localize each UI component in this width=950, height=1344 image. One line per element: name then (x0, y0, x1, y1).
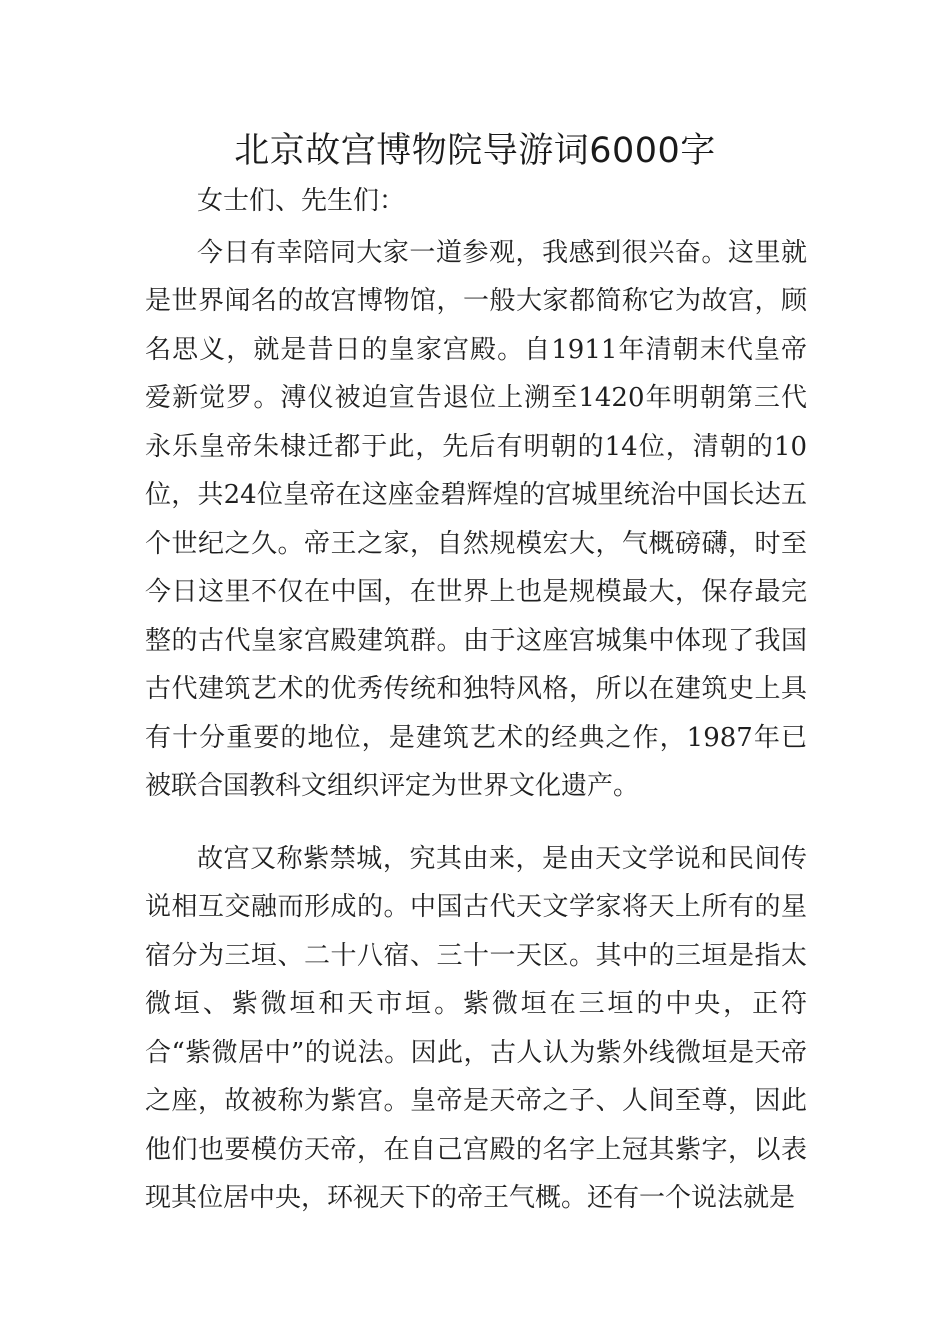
document-title: 北京故宫博物院导游词6000字 (234, 131, 716, 171)
paragraph-2: 故宫又称紫禁城，究其由来，是由天文学说和民间传说相互交融而形成的。中国古代天文学家将天上所有的星宿分为三垣、二十八宿、三十一天区。其中的三垣是指太微垣、紫微垣和天市垣。紫微垣在三垣的中央，正符合“紫微居中”的说法。因此，古人认为紫外线微垣是天帝之座，故被称为紫宫。皇帝是天帝之子、人间至尊，因此他们也要模仿天帝，在自己宫殿的名字上冠其紫字，以表现其位居中央，环视天下的帝王气概。还有一个说法就是 (145, 843, 807, 1213)
paragraph-1: 今日有幸陪同大家一道参观，我感到很兴奋。这里就是世界闻名的故宫博物馆，一般大家都简称它为故宫，顾名思义，就是昔日的皇家宫殿。自1911年清朝末代皇帝爱新觉罗。溥仪被迫宣告退位上溯至1420年明朝第三代永乐皇帝朱棣迁都于此，先后有明朝的14位，清朝的10位，共24位皇帝在这座金碧辉煌的宫城里统治中国长达五个世纪之久。帝王之家，自然规模宏大，气概磅礴，时至今日这里不仅在中国，在世界上也是规模最大，保存最完整的古代皇家宫殿建筑群。由于这座宫城集中体现了我国古代建筑艺术的优秀传统和独特风格，所以在建筑史上具有十分重要的地位，是建筑艺术的经典之作，1987年已被联合国教科文组织评定为世界文化遗产。 (145, 237, 807, 801)
document-body (145, 177, 807, 1223)
greeting-line: 女士们、先生们： (197, 186, 406, 216)
